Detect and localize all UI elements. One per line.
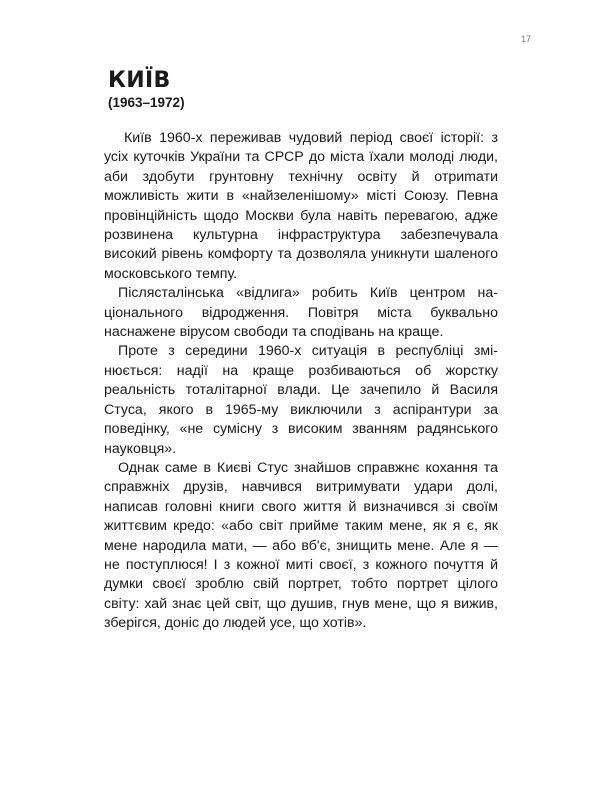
paragraph: Однак саме в Києві Стус знайшов справжнє кохання та справжніх друзів, навчився витримувати удари долі, написав головні книги свого життя й визначився зі своїм життєвим кредо: «або світ прийме таким мене, як я є, як мене народила мати, — або вб'є, знищить мене. Але я — не поступлюся! І з кожної миті своєї, з кожного почуття й думки своєї зроблю свій портрет, тобто портрет цілого світу: хай знає цей світ, що душив, гнув мене, що я вижив, зберігся, доніс до людей усе, що хотів». [104,459,498,632]
page-number: 17 [521,34,532,44]
body-text [104,129,498,634]
paragraph: Київ 1960-х переживав чудовий період своєї історії: з усіх куточків України та СРСР до міста їхали молоді люди, аби здобути грунтовну технічну освіту й отриmати можливість жити в «найзеленішому» місті Союзу. Певна провінційність щодо Москви була навіть перевагою, адже розвинена культурна інфраструктура забезпечувала високий рівень комфорту та дозволяла уникнути шаленого московського темпу. [104,130,498,282]
chapter-years: (1963–1972) [108,95,185,110]
chapter-title: КИЇВ [108,68,171,93]
paragraph: Проте з середини 1960-х ситуація в республіці змінюється: надії на краще розбиваються об жорстку реальність тоталітарної влади. Це зачепило й Василя Стуса, якого в 1965-му виключили з аспірантури за поведінку, «не сумісну з високим званням радянського науковця». [104,343,498,457]
paragraph: Післясталінська «відлига» робить Київ центром національного відродження. Повітря міста буквально наснажене вірусом свободи та сподівань на краще. [104,285,498,341]
chapter-heading [108,68,185,112]
